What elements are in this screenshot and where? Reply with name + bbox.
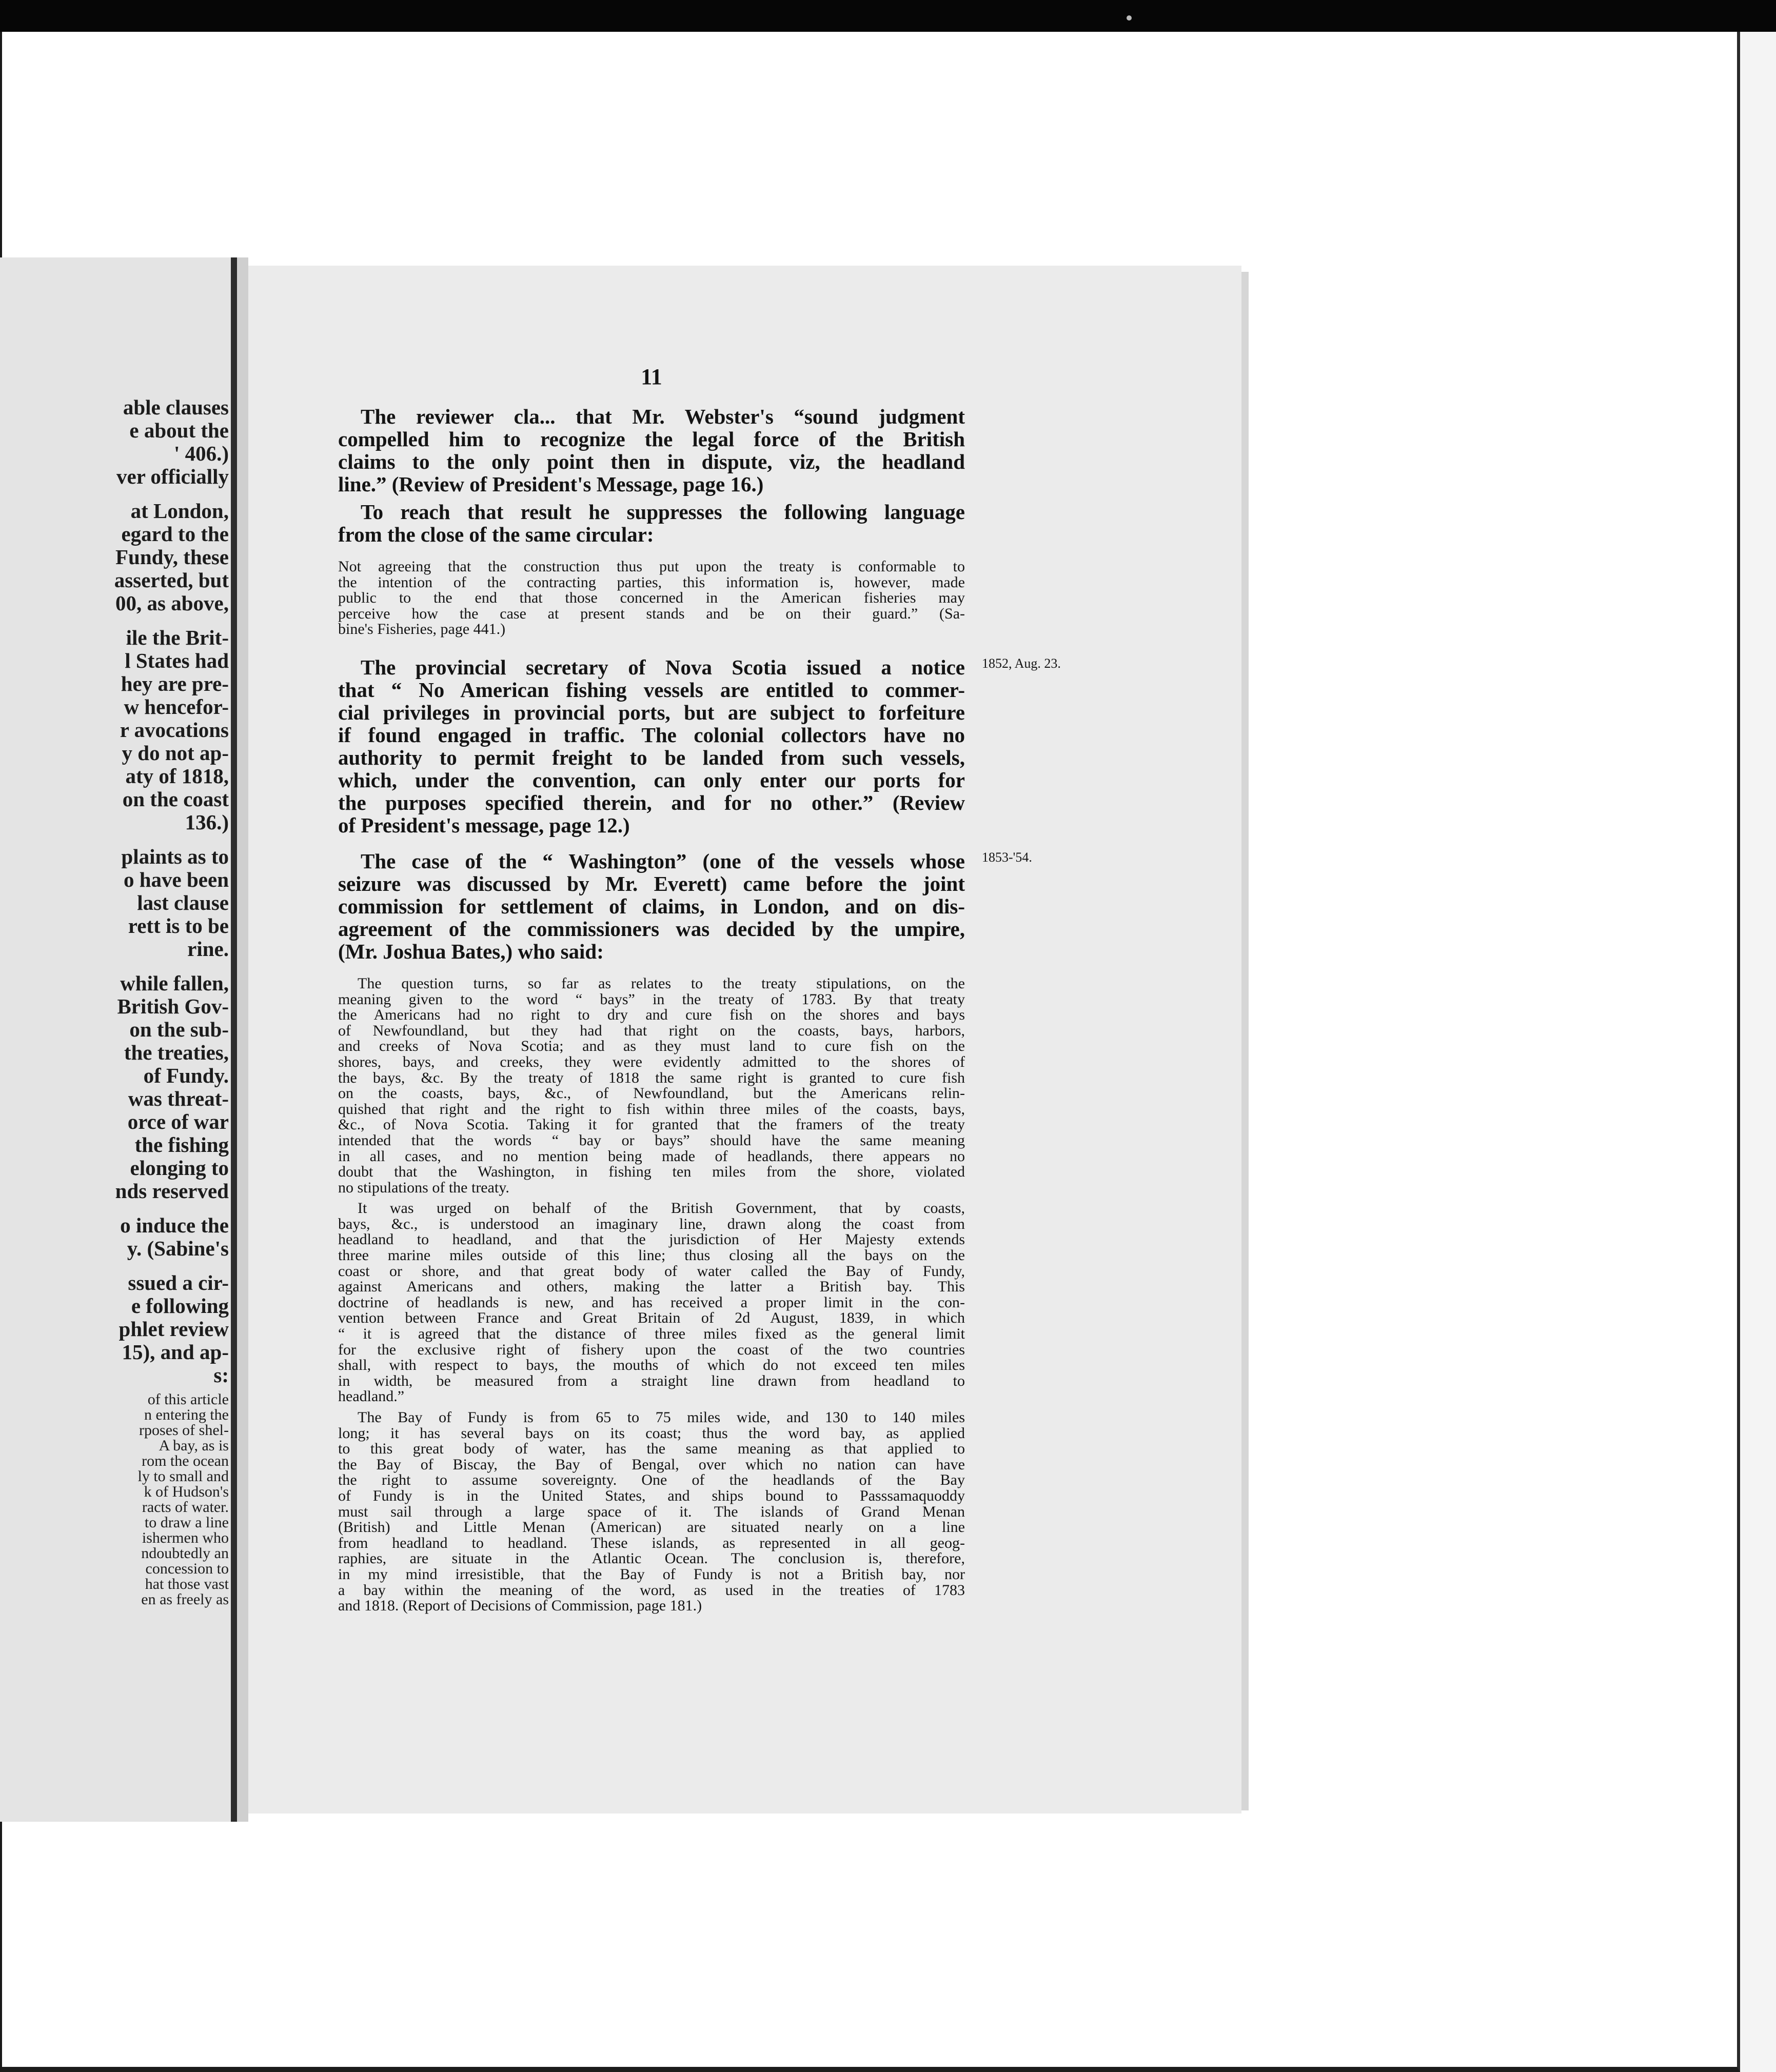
left-page-line: ssued a cir- <box>128 1271 229 1294</box>
left-page-line: Fundy, these <box>115 545 229 569</box>
left-page-line: plaints as to <box>121 845 229 868</box>
text-line: vention between France and Great Britain of 2d August, 1839, in which <box>338 1309 965 1327</box>
left-page-line: ver officially <box>116 465 229 488</box>
text-line: claims to the only point then in dispute, viz, the headland <box>338 450 965 473</box>
scanner-right-strip <box>1740 32 1776 2072</box>
left-page-line: elonging to <box>130 1156 229 1180</box>
left-page-line: n entering the <box>144 1406 229 1423</box>
left-page-line: o have been <box>124 868 229 891</box>
text-line <box>338 501 965 523</box>
left-page-line: racts of water. <box>142 1499 229 1516</box>
text-line: for the exclusive right of fishery upon the coast of the two countries <box>338 1341 965 1358</box>
left-page-line: 15), and ap- <box>122 1340 229 1364</box>
text-line: that “ No American fishing vessels are entitled to commer- <box>338 678 965 702</box>
text-line: raphies, are situate in the Atlantic Ocean. The conclusion is, therefore, <box>338 1550 965 1567</box>
left-facing-page <box>0 257 231 1822</box>
page-number: 11 <box>641 364 662 389</box>
left-page-line: last clause <box>137 891 229 914</box>
left-page-line: nds reserved <box>115 1179 229 1203</box>
left-page-line: rom the ocean <box>142 1452 229 1469</box>
margin-note-date: 1853-'54. <box>982 849 1032 865</box>
text-line: and creeks of Nova Scotia; and as they must land to cure fish on the <box>338 1038 965 1055</box>
left-page-line: hat those vast <box>145 1576 229 1592</box>
text-line: headland to headland, and that the jurisdiction of Her Majesty extends <box>338 1231 965 1248</box>
right-document-page <box>248 266 1241 1814</box>
quote-british-argument <box>338 1201 965 1405</box>
paragraph-suppressed-language <box>338 501 965 546</box>
left-page-line: ly to small and <box>137 1468 229 1485</box>
text-line: perceive how the case at present stands and be on their guard.” (Sa- <box>338 605 965 622</box>
left-page-line: phlet review <box>119 1317 229 1341</box>
left-page-line: to draw a line <box>144 1514 229 1531</box>
text-line: which, under the convention, can only enter our ports for <box>338 768 965 792</box>
text-line: coast or shore, and that great body of water called the Bay of Fundy, <box>338 1262 965 1280</box>
quote-umpire-decision <box>338 976 965 1196</box>
left-page-line: rposes of shel- <box>139 1422 229 1439</box>
left-page-line: able clauses <box>123 395 229 419</box>
text-line-content: The case of the “ Washington” (one of the vessels whose <box>361 849 965 873</box>
text-line: the purposes specified therein, and for no other.” (Review <box>338 790 965 814</box>
text-line <box>338 850 965 872</box>
left-page-line: o induce the <box>120 1213 229 1237</box>
text-line: the bays, &c. By the treaty of 1818 the same right is granted to cure fish <box>338 1069 965 1086</box>
text-line: commission for settlement of claims, in London, and on dis- <box>338 894 965 918</box>
text-line: doctrine of headlands is new, and has received a proper limit in the con- <box>338 1293 965 1311</box>
text-line: of President's message, page 12.) <box>338 813 630 837</box>
left-page-line: 00, as above, <box>115 591 229 615</box>
left-page-line: while fallen, <box>120 971 229 995</box>
text-line: to this great body of water, has the same meaning as that applied to <box>338 1440 965 1458</box>
text-line: three marine miles outside of this line; thus closing all the bays on the <box>338 1247 965 1264</box>
text-line: against Americans and others, making the latter a British bay. This <box>338 1278 965 1296</box>
text-line: shores, bays, and creeks, they were evidently admitted to the shores of <box>338 1053 965 1070</box>
left-page-line: l States had <box>125 649 229 672</box>
left-page-line: k of Hudson's <box>144 1483 229 1500</box>
text-line: bine's Fisheries, page 441.) <box>338 621 506 638</box>
left-page-line: the fishing <box>134 1133 229 1157</box>
left-page-line: en as freely as <box>141 1591 229 1608</box>
left-page-line: A bay, as is <box>159 1437 229 1454</box>
text-line: agreement of the commissioners was decided by the umpire, <box>338 917 965 941</box>
margin-note-date: 1852, Aug. 23. <box>982 655 1061 671</box>
left-page-line: was threat- <box>128 1087 229 1110</box>
text-line: intended that the words “ bay or bays” should have the same meaning <box>338 1131 965 1149</box>
left-page-line: s: <box>213 1363 229 1387</box>
left-page-line: aty of 1818, <box>125 764 229 788</box>
left-page-line: e following <box>131 1294 229 1318</box>
page-content <box>338 364 1061 1615</box>
text-line: if found engaged in traffic. The colonial collectors have no <box>338 723 965 747</box>
text-line: no stipulations of the treaty. <box>338 1179 509 1196</box>
left-page-line: orce of war <box>127 1110 229 1133</box>
dust-speck <box>1127 15 1132 21</box>
text-line: (British) and Little Menan (American) are situated nearly on a line <box>338 1519 965 1536</box>
paragraph-reviewer-claim <box>338 405 965 495</box>
text-line <box>338 1201 965 1217</box>
text-line: shall, with respect to bays, the mouths of which do not exceed ten miles <box>338 1357 965 1374</box>
text-line: line.” (Review of President's Message, page 16.) <box>338 472 764 496</box>
text-line <box>338 1410 965 1426</box>
left-page-line: asserted, but <box>114 568 229 592</box>
left-page-line: e about the <box>129 419 229 442</box>
text-line: and 1818. (Report of Decisions of Commission, page 181.) <box>338 1597 702 1615</box>
text-line-content: The provincial secretary of Nova Scotia issued a notice <box>361 655 965 679</box>
text-line: the right to assume sovereignty. One of the headlands of the Bay <box>338 1471 965 1489</box>
text-line: authority to permit freight to be landed from such vessels, <box>338 745 965 769</box>
text-line <box>338 656 965 679</box>
text-line: must sail through a large space of it. The islands of Grand Menan <box>338 1503 965 1520</box>
left-page-line: rine. <box>187 937 229 961</box>
left-page-line: 136.) <box>185 810 229 834</box>
text-line: the Americans had no right to dry and cure fish on the shores and bays <box>338 1006 965 1024</box>
left-page-line: on the sub- <box>129 1018 229 1041</box>
text-line: public to the end that those concerned in the American fisheries may <box>338 589 965 607</box>
text-line: from headland to headland. These islands, as represented in all geog- <box>338 1534 965 1551</box>
left-page-line: y do not ap- <box>122 741 229 765</box>
text-line: quished that right and the right to fish within three miles of the coasts, bays, <box>338 1100 965 1118</box>
left-page-line: y. (Sabine's <box>127 1237 229 1260</box>
text-line: bays, &c., is understood an imaginary line, drawn along the coast from <box>338 1215 965 1232</box>
left-page-line: hey are pre- <box>121 672 229 695</box>
left-page-line: the treaties, <box>124 1041 229 1064</box>
text-line: a bay within the meaning of the word, as used in the treaties of 1783 <box>338 1581 965 1599</box>
text-line: the Bay of Biscay, the Bay of Bengal, over which no nation can have <box>338 1456 965 1473</box>
text-line: meaning given to the word “ bays” in the treaty of 1783. By that treaty <box>338 990 965 1008</box>
quote-bay-of-fundy <box>338 1410 965 1614</box>
text-line: in width, be measured from a straight line drawn from headland to <box>338 1372 965 1389</box>
left-page-line: concession to <box>145 1560 229 1577</box>
page-edge-shadow <box>1241 272 1249 1810</box>
paragraph-washington-case <box>338 849 1032 963</box>
text-line-content: The reviewer cla... that Mr. Webster's “sound judgment <box>361 405 965 428</box>
text-line: cial privileges in provincial ports, but are subject to forfeiture <box>338 700 965 724</box>
text-line: Not agreeing that the construction thus put upon the treaty is conformable to <box>338 558 965 575</box>
paragraph-nova-scotia-notice <box>338 655 1061 837</box>
quote-circular-close <box>338 559 965 637</box>
text-line: &c., of Nova Scotia. Taking it for granted that the framers of the treaty <box>338 1116 965 1133</box>
left-page-line: of this article <box>147 1391 229 1408</box>
text-line: compelled him to recognize the legal force of the British <box>338 427 965 451</box>
text-line <box>338 405 965 428</box>
left-page-line: ndoubtedly an <box>141 1545 229 1562</box>
left-page-line: ishermen who <box>142 1529 229 1546</box>
left-page-line: rett is to be <box>128 914 229 938</box>
left-page-line: British Gov- <box>117 994 229 1018</box>
text-line-content: To reach that result he suppresses the following language <box>361 500 965 524</box>
left-page-text-fragments <box>0 396 229 1607</box>
page-fold <box>231 257 237 1822</box>
left-page-line: ile the Brit- <box>126 626 229 649</box>
text-line-content: It was urged on behalf of the British Government, that by coasts, <box>358 1200 965 1217</box>
left-page-line: at London, <box>130 499 229 523</box>
text-line: of Newfoundland, but they had that right on the coasts, bays, harbors, <box>338 1022 965 1039</box>
text-line: “ it is agreed that the distance of three miles fixed as the general limit <box>338 1325 965 1343</box>
text-line: of Fundy is in the United States, and ships bound to Passsamaquoddy <box>338 1487 965 1504</box>
left-page-line: on the coast <box>122 787 229 811</box>
text-line: seizure was discussed by Mr. Everett) came before the joint <box>338 871 965 895</box>
text-line: long; it has several bays on its coast; thus the word bay, as applied <box>338 1424 965 1442</box>
text-line <box>338 976 965 992</box>
left-page-line: of Fundy. <box>143 1064 229 1087</box>
left-page-line: ' 406.) <box>173 442 229 465</box>
left-page-line: egard to the <box>121 522 229 546</box>
text-line: the intention of the contracting parties, this information is, however, made <box>338 573 965 591</box>
text-line: doubt that the Washington, in fishing ten miles from the shore, violated <box>338 1163 965 1181</box>
left-page-line: w hencefor- <box>124 695 229 719</box>
left-page-line: r avocations <box>120 718 229 742</box>
scanner-top-band <box>0 0 1776 32</box>
text-line-content: The question turns, so far as relates to the treaty stipulations, on the <box>358 974 965 992</box>
text-line-content: The Bay of Fundy is from 65 to 75 miles wide, and 130 to 140 miles <box>358 1409 965 1426</box>
text-line: (Mr. Joshua Bates,) who said: <box>338 939 604 963</box>
text-line: headland.” <box>338 1388 405 1405</box>
text-line: in my mind irresistible, that the Bay of Fundy is not a British bay, nor <box>338 1565 965 1583</box>
text-line: on the coasts, bays, &c., of Newfoundland, but the Americans relin- <box>338 1085 965 1102</box>
page-gutter <box>237 257 248 1822</box>
text-line: from the close of the same circular: <box>338 523 654 546</box>
text-line: in all cases, and no mention being made of headlands, there appears no <box>338 1147 965 1165</box>
